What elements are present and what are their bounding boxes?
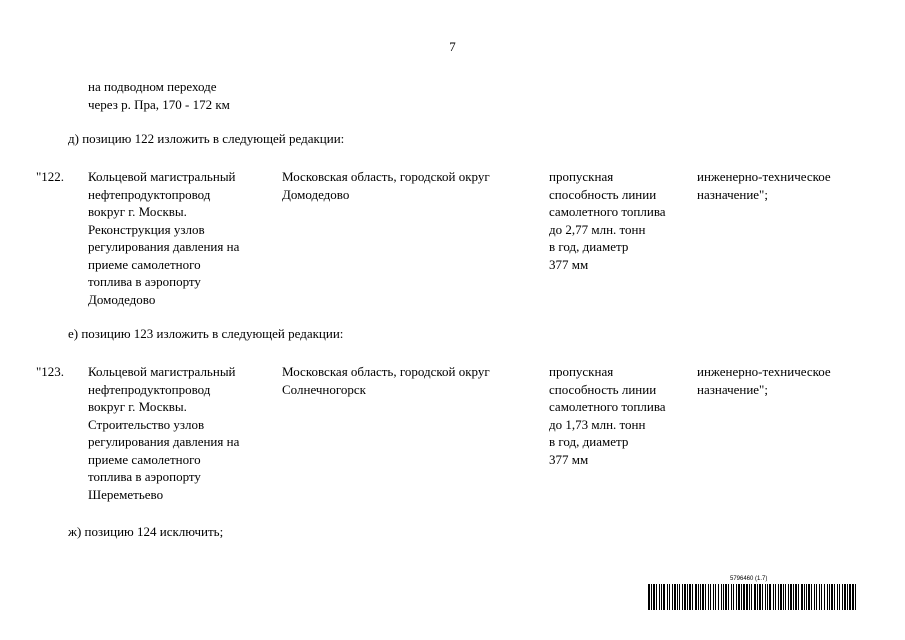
name-line: приеме самолетного <box>88 451 201 467</box>
intro-continuation <box>88 78 230 113</box>
characteristics-line: в год, диаметр <box>549 239 629 254</box>
characteristics-line: в год, диаметр <box>549 434 629 449</box>
purpose-line: назначение"; <box>697 186 768 202</box>
name-line: приеме самолетного <box>88 256 201 272</box>
name-line: топлива в аэропорту <box>88 274 201 289</box>
location-line: Солнечногорск <box>282 381 366 397</box>
position-name <box>88 363 239 503</box>
position-number: "123. <box>36 364 65 379</box>
intro-line: на подводном переходе <box>88 79 217 94</box>
name-line: вокруг г. Москвы. <box>88 204 187 219</box>
purpose-line: назначение"; <box>697 381 768 397</box>
characteristics-line: 377 мм <box>549 451 589 467</box>
position-location <box>282 168 490 203</box>
page-number: 7 <box>449 39 456 54</box>
name-line: нефтепродуктопровод <box>88 186 211 202</box>
intro-line: через р. Пра, 170 - 172 км <box>88 96 230 112</box>
barcode <box>648 576 856 612</box>
barcode-caption: 5796460 (1.7) <box>730 576 768 582</box>
instruction-e: е) позицию 123 изложить в следующей редакции: <box>68 326 344 341</box>
purpose-line: инженерно-техническое <box>697 364 831 379</box>
name-line: Домодедово <box>88 291 156 307</box>
name-line: регулирования давления на <box>88 239 240 254</box>
position-characteristics <box>549 168 666 273</box>
characteristics-line: до 1,73 млн. тонн <box>549 416 646 432</box>
characteristics-line: способность линии <box>549 381 657 397</box>
characteristics-line: способность линии <box>549 186 657 202</box>
characteristics-line: самолетного топлива <box>549 399 666 414</box>
barcode-icon <box>648 584 856 610</box>
location-line: Московская область, городской округ <box>282 364 490 379</box>
name-line: Кольцевой магистральный <box>88 364 236 379</box>
location-line: Московская область, городской округ <box>282 169 490 184</box>
position-purpose <box>697 168 831 203</box>
characteristics-line: пропускная <box>549 364 614 379</box>
purpose-line: инженерно-техническое <box>697 169 831 184</box>
name-line: Кольцевой магистральный <box>88 169 236 184</box>
characteristics-line: пропускная <box>549 169 614 184</box>
instruction-d: д) позицию 122 изложить в следующей редакции: <box>68 131 345 146</box>
position-number: "122. <box>36 169 65 184</box>
name-line: Реконструкция узлов <box>88 221 205 237</box>
characteristics-line: до 2,77 млн. тонн <box>549 221 646 237</box>
characteristics-line: самолетного топлива <box>549 204 666 219</box>
name-line: нефтепродуктопровод <box>88 381 211 397</box>
instruction-zh: ж) позицию 124 исключить; <box>68 524 224 539</box>
characteristics-line: 377 мм <box>549 256 589 272</box>
location-line: Домодедово <box>282 186 350 202</box>
position-purpose <box>697 363 831 398</box>
name-line: топлива в аэропорту <box>88 469 201 484</box>
position-location <box>282 363 490 398</box>
position-name <box>88 168 239 308</box>
name-line: вокруг г. Москвы. <box>88 399 187 414</box>
name-line: регулирования давления на <box>88 434 240 449</box>
position-characteristics <box>549 363 666 468</box>
name-line: Шереметьево <box>88 486 164 502</box>
name-line: Строительство узлов <box>88 416 205 432</box>
